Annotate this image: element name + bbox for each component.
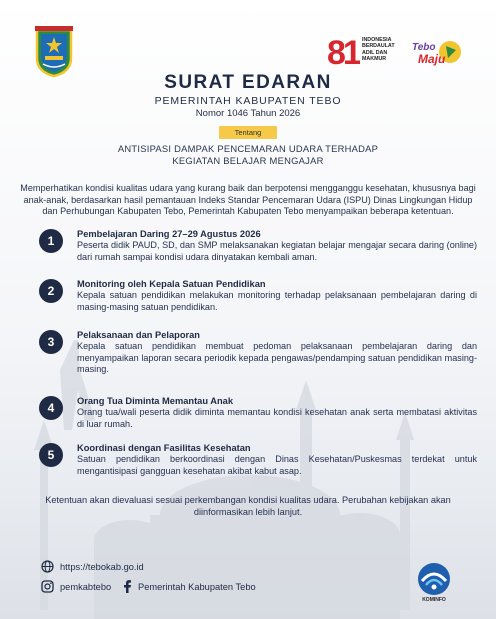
item-title: Orang Tua Diminta Memantau Anak [77, 396, 234, 406]
item-description: Satuan pendidikan berkoordinasi dengan Dinas Kesehatan/Puskesmas terdekat untuk mengantisipasi gangguan kesehatan akibat kabut asap. [77, 454, 477, 476]
website-link[interactable] [41, 560, 144, 573]
topic-line-2: KEGIATAN BELAJAR MENGAJAR [172, 154, 324, 166]
ri-slogan-line: BERDAULAT [362, 43, 395, 50]
item-title: Koordinasi dengan Fasilitas Kesehatan [77, 443, 251, 453]
item-number: 5 [39, 443, 63, 467]
item-number: 4 [39, 396, 63, 420]
document-number: Nomor 1046 Tahun 2026 [195, 108, 301, 119]
svg-text:81: 81 [327, 34, 359, 70]
document-heading [0, 70, 496, 166]
website-url: https://tebokab.go.id [60, 561, 144, 572]
item-number: 2 [39, 279, 63, 303]
item-title: Pelaksanaan dan Pelaporan [77, 330, 200, 340]
instagram-handle: pemkabtebo [60, 581, 112, 592]
item-description: Kepala satuan pendidikan membuat pedoman pelaksanaan pembelajaran daring dan menyampaikan laporan secara periodik kepada pengawas/pendamping satuan pendidikan masing-masing. [77, 341, 477, 374]
issuer-name: PEMERINTAH KABUPATEN TEBO [154, 95, 342, 107]
ri-slogan-line: ADIL DAN [362, 49, 388, 56]
kominfo-logo-icon [414, 561, 454, 597]
item-number: 1 [39, 229, 63, 253]
hut-ri-81-logo-icon [326, 30, 360, 70]
svg-text:Maju: Maju [418, 52, 446, 66]
item-title: Pembelajaran Daring 27–29 Agustus 2026 [77, 229, 261, 239]
item-description: Peserta didik PAUD, SD, dan SMP melaksanakan kegiatan belajar mengajar secara daring (online) dari rumah sampai kondisi udara dinyatakan kembali aman. [77, 240, 477, 262]
facebook-icon [123, 580, 132, 593]
topic-line-1: ANTISIPASI DAMPAK PENCEMARAN UDARA TERHADAP [117, 143, 379, 154]
kominfo-logo [414, 561, 454, 605]
closing-paragraph: Ketentuan akan dievaluasi sesuai perkembangan kondisi kualitas udara. Perubahan kebijakan akan diinformasikan lebih lanjut. [45, 495, 451, 517]
tebo-maju-logo-icon [410, 36, 462, 68]
item-description: Orang tua/wali peserta didik diminta memantau kondisi kesehatan anak serta membatasi aktivitas di luar rumah. [77, 407, 477, 429]
svg-text:Tebo: Tebo [412, 42, 436, 53]
intro-paragraph: Memperhatikan kondisi kualitas udara yang kurang baik dan berpotensi mengganggu kesehatan, khususnya bagi anak-anak, berdasarkan hasil pemantauan Indeks Standar Pencemaran Udara (ISPU) Dinas Lingkungan Hidup dan Perhubungan Kabupaten Tebo, Pemerintah Kabupaten Tebo menyampaikan beberapa ketentuan. [20, 183, 476, 217]
item-number: 3 [39, 330, 63, 354]
about-label: Tentang [219, 126, 278, 139]
facebook-name: Pemerintah Kabupaten Tebo [138, 581, 256, 592]
document-title: SURAT EDARAN [164, 72, 332, 93]
ri-slogan-line: MAKMUR [362, 56, 387, 63]
globe-icon [41, 560, 54, 573]
item-title: Monitoring oleh Kepala Satuan Pendidikan [77, 279, 266, 289]
item-description: Kepala satuan pendidikan melakukan monitoring terhadap pelaksanaan pembelajaran daring di masing-masing satuan pendidikan. [77, 290, 477, 312]
ri-slogan [362, 37, 408, 63]
ri-slogan-line: INDONESIA [362, 37, 392, 43]
instagram-icon [41, 580, 54, 593]
kominfo-label: KOMINFO [422, 597, 446, 603]
facebook-link[interactable] [123, 580, 256, 593]
instagram-link[interactable] [41, 580, 111, 593]
